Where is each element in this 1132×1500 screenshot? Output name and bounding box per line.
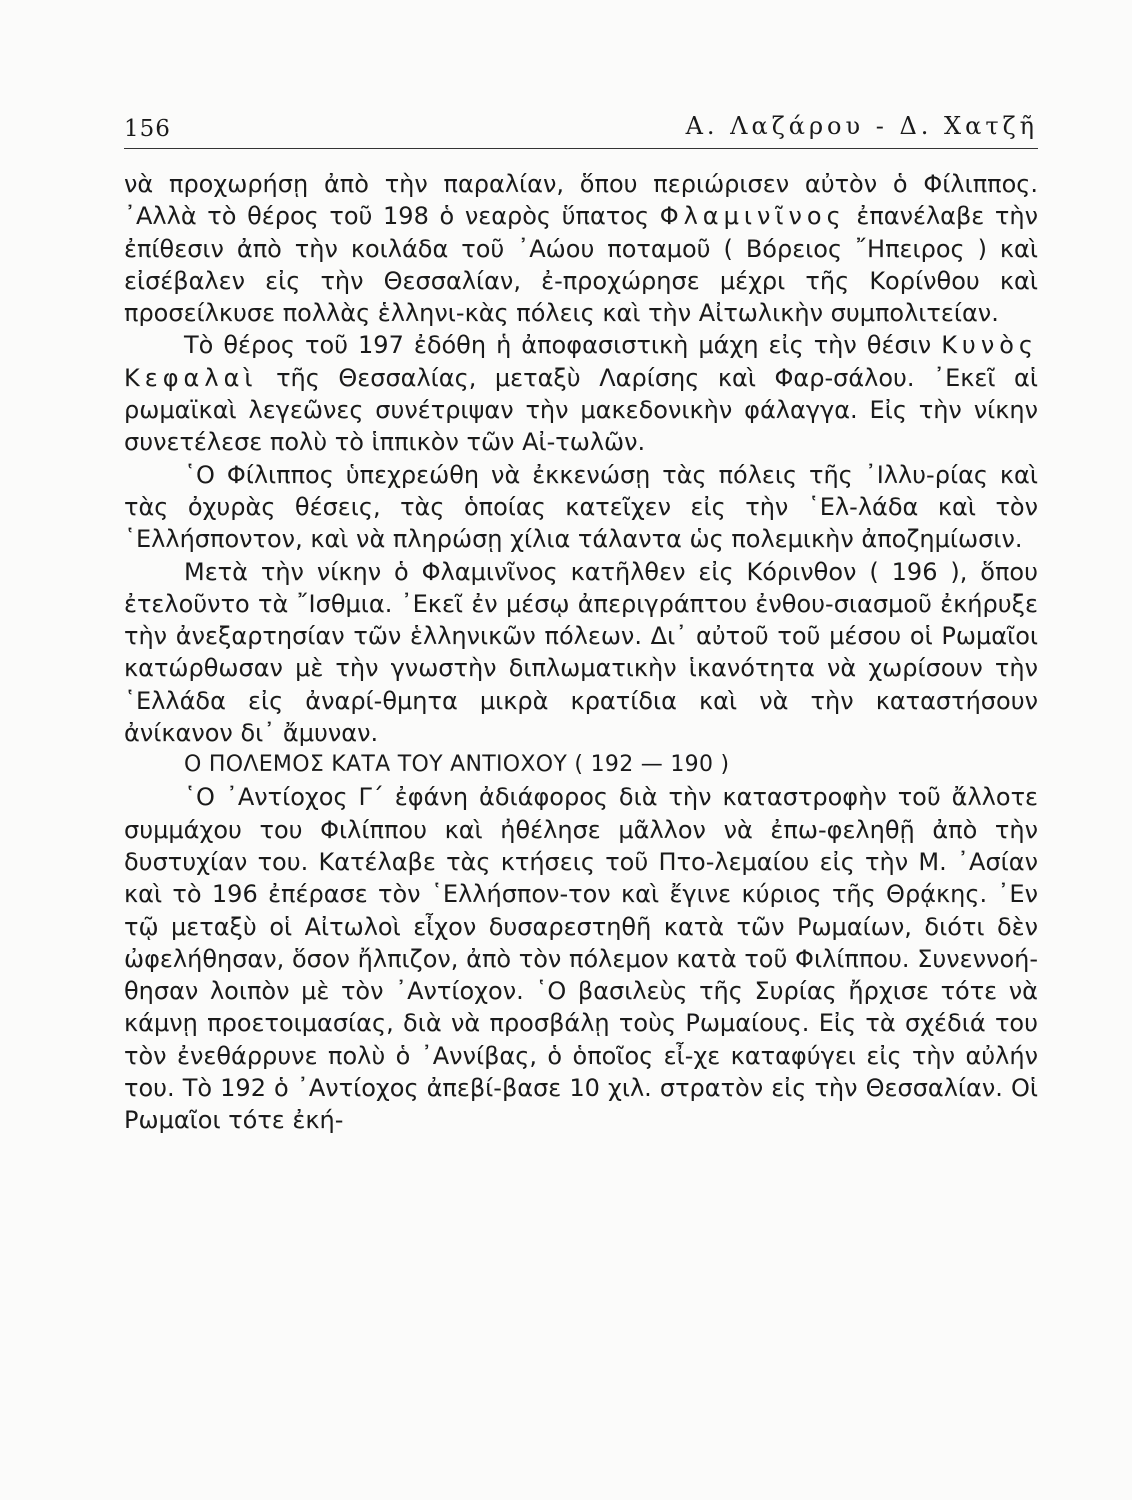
page-number: 156 — [124, 116, 171, 142]
paragraph — [124, 329, 1038, 458]
running-head-authors: Α. Λαζάρου - Δ. Χατζῆ — [685, 112, 1038, 140]
paragraph-text: τῆς Θεσσαλίας, μεταξὺ Λαρίσης καὶ Φαρ-σάλου. ᾿Εκεῖ αἱ ρωμαϊκαὶ λεγεῶνες συνέτριψαν τὴν μακεδονικὴν φάλαγγα. Εἰς τὴν νίκην συνετέλεσε πολὺ τὸ ἱππικὸν τῶν Αἰ-τωλῶν. — [124, 363, 1038, 457]
emphasized-name: Φλαμινῖνος — [659, 202, 846, 231]
paragraph: ῾Ο ᾿Αντίοχος Γ´ ἐφάνη ἀδιάφορος διὰ τὴν καταστροφὴν τοῦ ἄλλοτε συμμάχου του Φιλίππου καὶ ἠθέλησε μᾶλλον νὰ ἐπω-φεληθῇ ἀπὸ τὴν δυστυχίαν του. Κατέλαβε τὰς κτήσεις τοῦ Πτο-λεμαίου εἰς τὴν Μ. ᾿Ασίαν καὶ τὸ 196 ἐπέρασε τὸν ῾Ελλήσπον-τον καὶ ἔγινε κύριος τῆς Θρᾴκης. ᾿Εν τῷ μεταξὺ οἱ Αἰτωλοὶ εἶχον δυσαρεστηθῆ κατὰ τῶν Ρωμαίων, διότι δὲν ὠφελήθησαν, ὅσον ἤλπιζον, ἀπὸ τὸν πόλεμον κατὰ τοῦ Φιλίππου. Συνεννοή-θησαν λοιπὸν μὲ τὸν ᾿Αντίοχον. ῾Ο βασιλεὺς τῆς Συρίας ἤρχισε τότε νὰ κάμνῃ προετοιμασίας, διὰ νὰ προσβάλῃ τοὺς Ρωμαίους. Εἰς τὰ σχέδιά του τὸν ἐνεθάρρυνε πολὺ ὁ ᾿Αννίβας, ὁ ὁποῖος εἶ-χε καταφύγει εἰς τὴν αὐλήν του. Τὸ 192 ὁ ᾿Αντίοχος ἀπεβί-βασε 10 χιλ. στρατὸν εἰς τὴν Θεσσαλίαν. Οἱ Ρωμαῖοι τότε ἐκή- — [124, 783, 1038, 1135]
emphasized-place: Κυνὸς Κεφαλαὶ — [124, 331, 1038, 392]
paragraph-text: Τὸ θέρος τοῦ 197 ἐδόθη ἡ ἀποφασιστικὴ μάχη εἰς τὴν θέσιν — [184, 331, 942, 360]
section-heading: Ο ΠΟΛΕΜΟΣ ΚΑΤΑ ΤΟΥ ΑΝΤΙΟΧΟΥ ( 192 — 190 ) — [184, 752, 730, 778]
paragraph-text: ἐπανέλαβε τὴν ἐπίθεσιν ἀπὸ τὴν κοιλάδα τοῦ ᾿Αώου ποταμοῦ ( Βόρειος ῎Ηπειρος ) καὶ εἰσέβαλεν εἰς τὴν Θεσσαλίαν, ἐ-προχώρησε μέχρι τῆς Κορίνθου καὶ προσείλκυσε πολλὰς ἑλληνι-κὰς πόλεις καὶ τὴν Αἰτωλικὴν συμπολιτείαν. — [124, 202, 1038, 328]
paragraph: Μετὰ τὴν νίκην ὁ Φλαμινῖνος κατῆλθεν εἰς Κόρινθον ( 196 ), ὅπου ἐτελοῦντο τὰ ῎Ισθμια. ᾿Εκεῖ ἐν μέσῳ ἀπεριγράπτου ἐνθου-σιασμοῦ ἐκήρυξε τὴν ἀνεξαρτησίαν τῶν ἑλληνικῶν πόλεων. Δι᾿ αὐτοῦ τοῦ μέσου οἱ Ρωμαῖοι κατώρθωσαν μὲ τὴν γνωστὴν διπλωματικὴν ἱκανότητα νὰ χωρίσουν τὴν ῾Ελλάδα εἰς ἀναρί-θμητα μικρὰ κρατίδια καὶ νὰ τὴν καταστήσουν ἀνίκανον δι᾿ ἄμυναν. — [124, 557, 1038, 748]
running-head — [124, 108, 1038, 149]
paragraph — [124, 168, 1038, 329]
body-text — [124, 168, 1038, 1137]
paragraph: ῾Ο Φίλιππος ὑπεχρεώθη νὰ ἐκκενώσῃ τὰς πόλεις τῆς ᾿Ιλλυ-ρίας καὶ τὰς ὀχυρὰς θέσεις, τὰς ὁποίας κατεῖχεν εἰς τὴν ῾Ελ-λάδα καὶ τὸν ῾Ελλήσποντον, καὶ νὰ πληρώσῃ χίλια τάλαντα ὡς πολεμικὴν ἀποζημίωσιν. — [124, 460, 1038, 554]
paragraph-text: νὰ προχωρήσῃ ἀπὸ τὴν παραλίαν, ὅπου περιώρισεν αὐτὸν ὁ Φίλιππος. ᾿Αλλὰ τὸ θέρος τοῦ 198 ὁ νεαρὸς ὕπατος — [124, 170, 1038, 231]
